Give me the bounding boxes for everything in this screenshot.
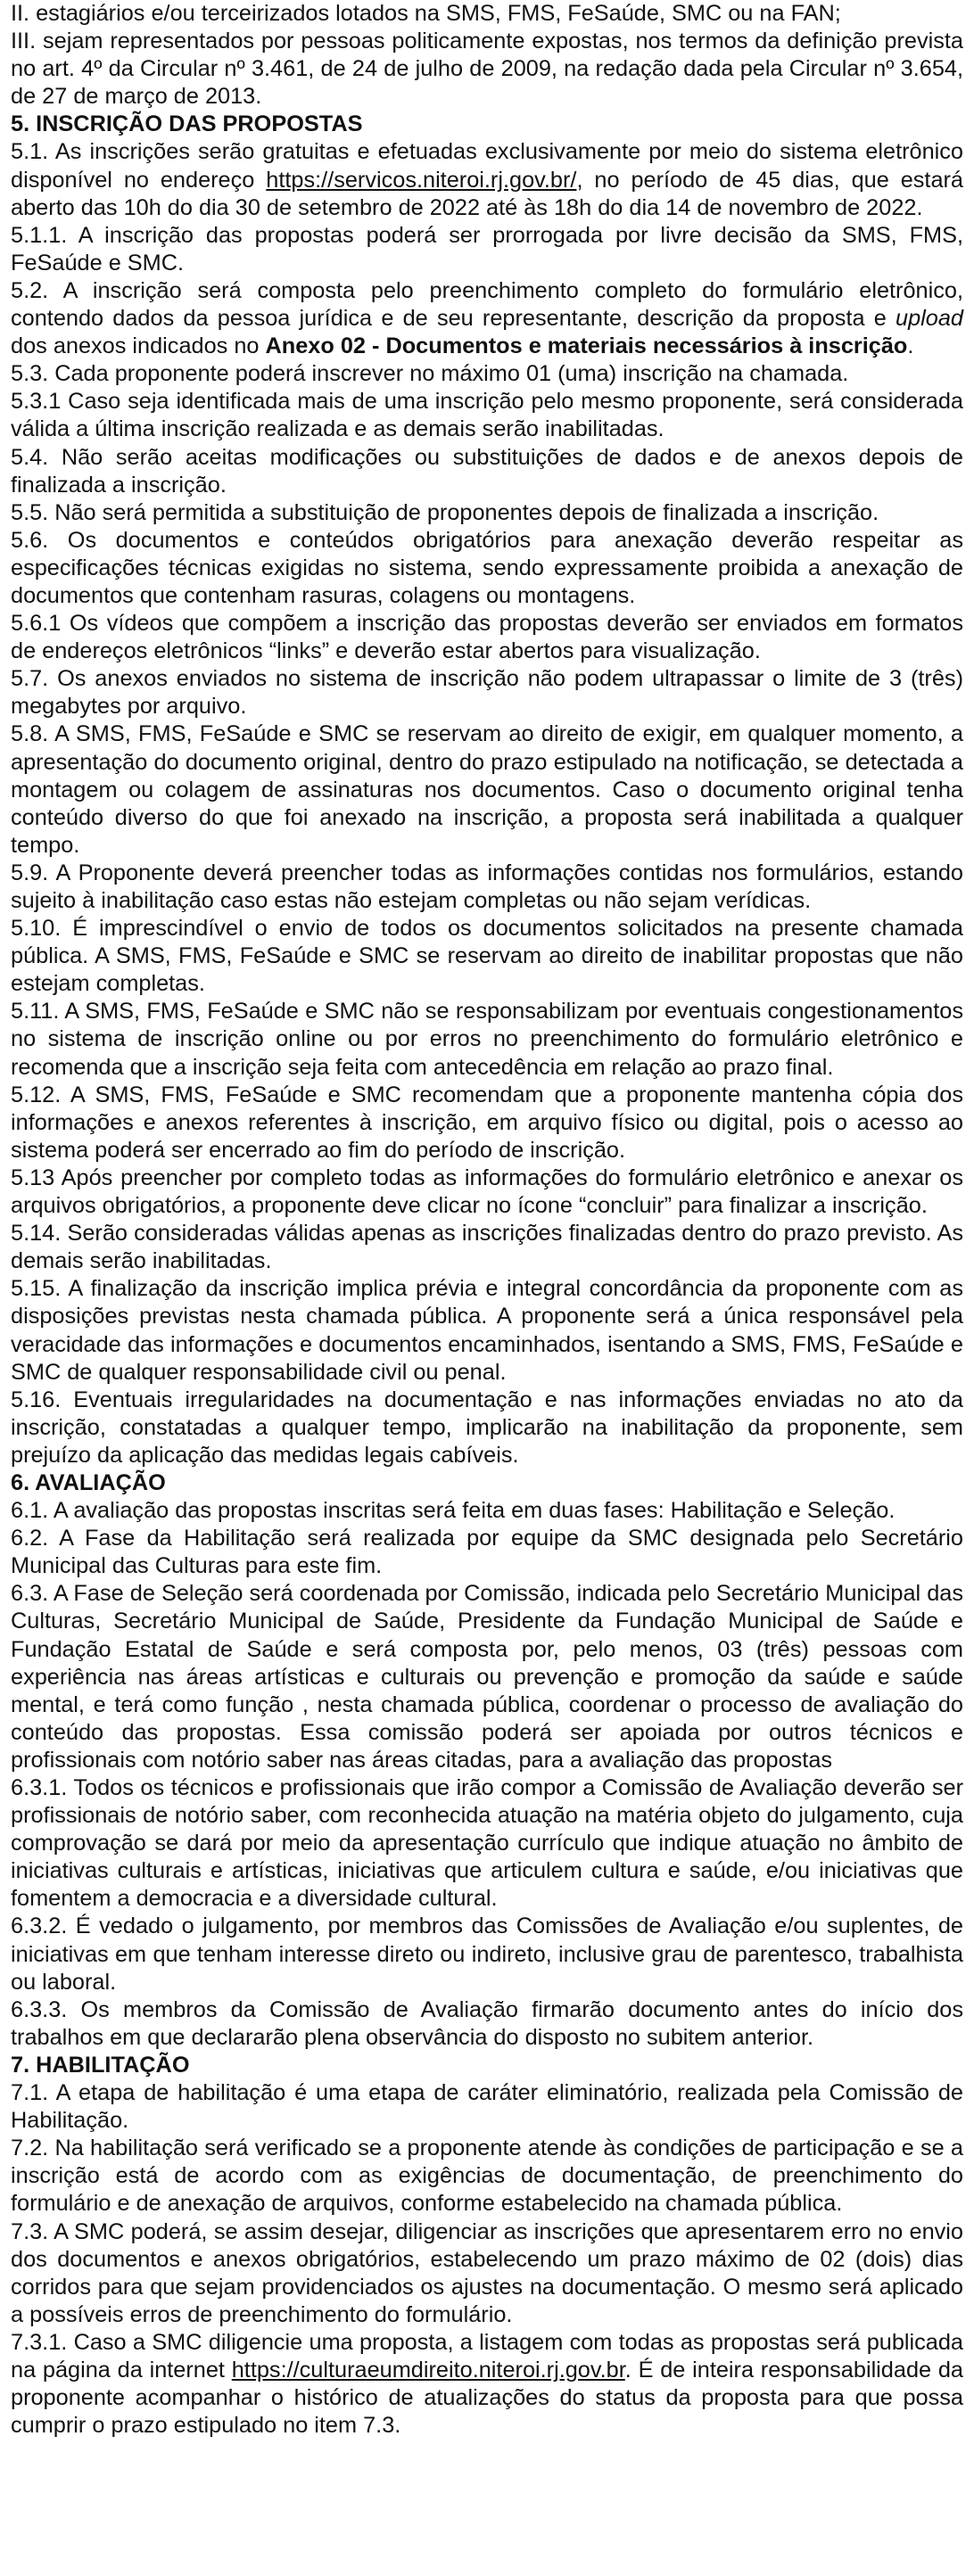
- paragraph-5-1: [11, 138, 963, 221]
- paragraph-5-16: 5.16. Eventuais irregularidades na documentação e nas informações enviadas no ato da inscrição, constatadas a qualquer tempo, implicarão na inabilitação da proponente, sem prejuízo da aplicação das medidas legais cabíveis.: [11, 1387, 963, 1468]
- paragraph-5-1-text-a: 5.1. As inscrições serão gratuitas e efetuadas exclusivamente por meio do sistema eletrônico disponível no endereço: [11, 139, 963, 193]
- paragraph-6-3: 6.3. A Fase de Seleção será coordenada por Comissão, indicada pelo Secretário Municipal das Culturas, Secretário Municipal de Saúde, Presidente da Fundação Municipal de Saúde e Fundação Estatal de Saúde e será composta por, pelo menos, 03 (três) pessoas com experiência nas áreas artísticas e culturais ou prevenção e promoção da saúde e saúde mental, e terá como função , nesta chamada pública, coordenar o processo de avaliação do conteúdo das propostas. Essa comissão poderá ser apoiada por outros técnicos e profissionais com notório saber nas áreas citadas, para a avaliação das propostas: [11, 1581, 963, 1773]
- paragraph-5-6-1: 5.6.1 Os vídeos que compõem a inscrição das propostas deverão ser enviados em formatos de endereços eletrônicos “links” e deverão estar abertos para visualização.: [11, 611, 963, 664]
- paragraph-5-7: 5.7. Os anexos enviados no sistema de inscrição não podem ultrapassar o limite de 3 (três) megabytes por arquivo.: [11, 666, 963, 720]
- paragraph-5-3-1: 5.3.1 Caso seja identificada mais de uma inscrição pelo mesmo proponente, será considerada válida a última inscrição realizada e as demais serão inabilitadas.: [11, 389, 963, 442]
- paragraph-7-1: 7.1. A etapa de habilitação é uma etapa de caráter eliminatório, realizada pela Comissão de Habilitação.: [11, 2080, 963, 2134]
- paragraph-5-14: 5.14. Serão consideradas válidas apenas as inscrições finalizadas dentro do prazo previsto. As demais serão inabilitadas.: [11, 1221, 963, 1274]
- paragraph-5-1-1: 5.1.1. A inscrição das propostas poderá ser prorrogada por livre decisão da SMS, FMS, FeSaúde e SMC.: [11, 222, 963, 276]
- paragraph-7-3-1-text-b: . É de inteira responsabilidade da proponente acompanhar o histórico de atualizações do status da proposta para que possa cumprir o prazo estipulado no item 7.3.: [11, 2357, 963, 2439]
- upload-term: upload: [896, 306, 963, 332]
- servicos-link[interactable]: https://servicos.niteroi.rj.gov.br/: [266, 167, 577, 193]
- paragraph-5-2-text-a: 5.2. A inscrição será composta pelo preenchimento completo do formulário eletrônico, contendo dados da pessoa jurídica e de seu representante, descrição da proposta e: [11, 277, 963, 332]
- paragraph-5-3: 5.3. Cada proponente poderá inscrever no máximo 01 (uma) inscrição na chamada.: [11, 361, 849, 387]
- paragraph-7-2: 7.2. Na habilitação será verificado se a proponente atende às condições de participação e se a inscrição está de acordo com as exigências de documentação, de preenchimento do formulário e de anexação de arquivos, conforme estabelecido na chamada pública.: [11, 2136, 963, 2217]
- paragraph-5-1-text-b: , no período de 45 dias, que estará aberto das 10h do dia 30 de setembro de 2022 até às 18h do dia 14 de novembro de 2022.: [11, 167, 964, 220]
- paragraph-5-13: 5.13 Após preencher por completo todas as informações do formulário eletrônico e anexar os arquivos obrigatórios, a proponente deve clicar no ícone “concluir” para finalizar a inscrição.: [11, 1165, 963, 1219]
- paragraph-7-3-1-text-a: 7.3.1. Caso a SMC diligencie uma proposta, a listagem com todas as propostas será publicada na página da internet: [11, 2329, 963, 2383]
- paragraph-iii: III. sejam representados por pessoas politicamente expostas, nos termos da definição prevista no art. 4º da Circular nº 3.461, de 24 de julho de 2009, na redação dada pela Circular nº 3.654, de 27 de março de 2013.: [11, 29, 963, 110]
- paragraph-5-9: 5.9. A Proponente deverá preencher todas as informações contidas nos formulários, estando sujeito à inabilitação caso estas não estejam completas ou não sejam verídicas.: [11, 860, 963, 913]
- paragraph-ii: II. estagiários e/ou terceirizados lotados na SMS, FMS, FeSaúde, SMC ou na FAN;: [11, 1, 841, 26]
- paragraph-5-2-text-c: .: [907, 333, 914, 359]
- paragraph-5-2-text-b: dos anexos indicados no: [11, 333, 266, 359]
- paragraph-5-4: 5.4. Não serão aceitas modificações ou substituições de dados e de anexos depois de finalizada a inscrição.: [11, 444, 963, 498]
- paragraph-7-3: 7.3. A SMC poderá, se assim desejar, diligenciar as inscrições que apresentarem erro no envio dos documentos e anexos obrigatórios, estabelecendo um prazo máximo de 02 (dois) dias corridos para que sejam providenciados os ajustes na documentação. O mesmo será aplicado a possíveis erros de preenchimento do formulário.: [11, 2218, 963, 2327]
- paragraph-6-3-1: 6.3.1. Todos os técnicos e profissionais que irão compor a Comissão de Avaliação deverão ser profissionais de notório saber, com reconhecida atuação na matéria objeto do julgamento, cuja comprovação se dará por meio da apresentação currículo que indique atuação no âmbito de iniciativas culturais e artísticas, iniciativas que articulem cultura e saúde, e/ou iniciativas que fomentem a democracia e a diversidade cultural.: [11, 1775, 963, 1912]
- paragraph-5-6: 5.6. Os documentos e conteúdos obrigatórios para anexação deverão respeitar as especificações técnicas exigidas no sistema, sendo expressamente proibida a anexação de documentos que contenham rasuras, colagens ou montagens.: [11, 527, 963, 608]
- section-heading-6: 6. AVALIAÇÃO: [11, 1469, 166, 1495]
- paragraph-7-3-1: [11, 2329, 963, 2440]
- paragraph-6-3-2: 6.3.2. É vedado o julgamento, por membros das Comissões de Avaliação e/ou suplentes, de iniciativas em que tenham interesse direto ou indireto, inclusive grau de parentesco, trabalhista ou laboral.: [11, 1913, 963, 1995]
- paragraph-5-10: 5.10. É imprescindível o envio de todos os documentos solicitados na presente chamada pública. A SMS, FMS, FeSaúde e SMC se reservam ao direito de inabilitar propostas que não estejam completas.: [11, 916, 963, 997]
- paragraph-6-1: 6.1. A avaliação das propostas inscritas será feita em duas fases: Habilitação e Seleção.: [11, 1498, 896, 1524]
- paragraph-5-5: 5.5. Não será permitida a substituição de proponentes depois de finalizada a inscrição.: [11, 499, 879, 525]
- paragraph-6-3-3: 6.3.3. Os membros da Comissão de Avaliação firmarão documento antes do início dos trabalhos em que declararão plena observância do disposto no subitem anterior.: [11, 1996, 963, 2050]
- cultura-link[interactable]: https://culturaeumdireito.niteroi.rj.gov.br: [231, 2357, 625, 2383]
- annex-02-reference: Anexo 02 - Documentos e materiais necessários à inscrição: [265, 333, 908, 359]
- paragraph-5-8: 5.8. A SMS, FMS, FeSaúde e SMC se reservam ao direito de exigir, em qualquer momento, a apresentação do documento original, dentro do prazo estipulado na notificação, se detectada a montagem ou colagem de assinaturas nos documentos. Caso o documento original tenha conteúdo diverso do que foi anexado na inscrição, a proposta será inabilitada a qualquer tempo.: [11, 721, 963, 858]
- paragraph-5-15: 5.15. A finalização da inscrição implica prévia e integral concordância da proponente com as disposições previstas nesta chamada pública. A proponente será a única responsável pela veracidade das informações e documentos encaminhados, isentando a SMS, FMS, FeSaúde e SMC de qualquer responsabilidade civil ou penal.: [11, 1276, 963, 1385]
- paragraph-5-2: [11, 277, 963, 360]
- paragraph-5-11: 5.11. A SMS, FMS, FeSaúde e SMC não se responsabilizam por eventuais congestionamentos no sistema de inscrição online ou por erros no preenchimento do formulário eletrônico e recomenda que a inscrição seja feita com antecedência em relação ao prazo final.: [11, 999, 963, 1080]
- paragraph-6-2: 6.2. A Fase da Habilitação será realizada por equipe da SMC designada pelo Secretário Municipal das Culturas para este fim.: [11, 1526, 963, 1579]
- section-heading-5: 5. INSCRIÇÃO DAS PROPOSTAS: [11, 111, 363, 137]
- paragraph-5-12: 5.12. A SMS, FMS, FeSaúde e SMC recomendam que a proponente mantenha cópia dos informações e anexos referentes à inscrição, em arquivo físico ou digital, pois o acesso ao sistema poderá ser encerrado ao fim do período de inscrição.: [11, 1082, 963, 1163]
- section-heading-7: 7. HABILITAÇÃO: [11, 2052, 190, 2078]
